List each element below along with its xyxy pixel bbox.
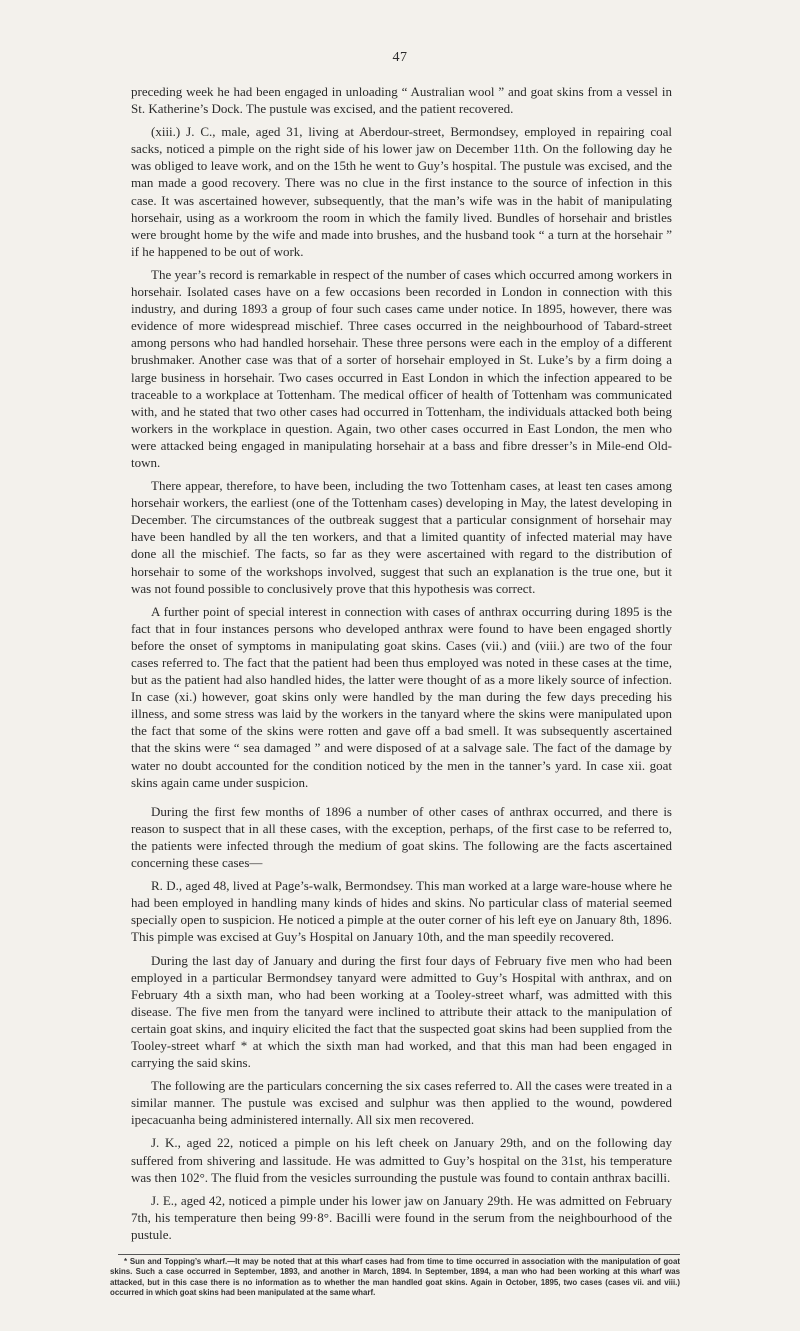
paragraph-treatment: The following are the particulars concerning the six cases referred to. All the cases were treated in a similar manner. The pustule was excised and sulphur was then applied to the wound, powdered ipecacuanha being administered internally. All six men recovered. <box>131 1078 672 1128</box>
paragraph-tanyard-cases: During the last day of January and during the first four days of February five men who had been employed in a particular Bermondsey tanyard were admitted to Guy’s Hospital with anthrax, and on February 4th a sixth man, who had been working at a Tooley-street wharf, was admitted with this disease. The five men from the tanyard were inclined to attribute their attack to the manipulation of certain goat skins, and inquiry elicited the fact that the suspected goat skins had been supplied from the Tooley-street wharf * at which the sixth man had worked, and that this man had been engaged in carrying the said skins. <box>131 952 672 1071</box>
paragraph-1896-cases: During the first few months of 1896 a number of other cases of anthrax occurred, and there is reason to suspect that in all these cases, with the exception, perhaps, of the first case to be referred to, the patients were infected through the medium of goat skins. The following are the facts ascertained concerning these cases— <box>131 803 672 871</box>
footnote-divider <box>118 1254 680 1255</box>
paragraph-case-continuation: preceding week he had been engaged in unloading “ Australian wool ” and goat skins from a vessel in St. Katherine’s Dock. The pustule was excised, and the patient recovered. <box>131 84 672 117</box>
paragraph-case-rd: R. D., aged 48, lived at Page’s-walk, Bermondsey. This man worked at a large ware-house where he had been employed in handling many kinds of hides and skins. No particular class of material seemed specially open to suspicion. He noticed a pimple at the outer corner of his left eye on January 8th, 1896. This pimple was excised at Guy’s Hospital on January 10th, and the man speedily recovered. <box>131 878 672 945</box>
report-body <box>131 83 672 1249</box>
paragraph-horsehair-record: The year’s record is remarkable in respect of the number of cases which occurred among workers in horsehair. Isolated cases have on a few occasions been recorded in London in connection with this industry, and during 1893 a group of four such cases came under notice. In 1895, however, there was evidence of more widespread mischief. Three cases occurred in the neighbourhood of Tabard-street among persons who had handled horsehair. These three persons were each in the employ of a different brushmaker. Another case was that of a sorter of horsehair employed in St. Luke’s by a firm doing a large business in horsehair. Two cases occurred in East London in which the infection appeared to be traceable to a workplace at Tottenham. The medical officer of health of Tottenham was communicated with, and he stated that two other cases had occurred in Tottenham, the individuals attacked both being workers in the workplace in question. Again, two other cases occurred in East London, the men who were attacked being engaged in manipulating horsehair at a bass and fibre dresser’s in Mile-end Old-town. <box>131 266 672 470</box>
paragraph-horsehair-conclusion: There appear, therefore, to have been, including the two Tottenham cases, at least ten cases among horsehair workers, the earliest (one of the Tottenham cases) developing in May, the latest developing in December. The circumstances of the outbreak suggest that a particular consignment of horsehair may have been handled by all the ten workers, and that a limited quantity of infected material may have done all the mischief. The facts, so far as they were ascertained with regard to the distribution of horsehair to some of the workshops involved, suggest that such an explanation is the true one, but it was not found possible to conclusively prove that this hypothesis was correct. <box>131 478 672 596</box>
paragraph-case-xiii: (xiii.) J. C., male, aged 31, living at Aberdour-street, Bermondsey, employed in repairing coal sacks, noticed a pimple on the right side of his lower jaw on December 11th. On the following day he was obliged to leave work, and on the 15th he went to Guy’s hospital. The pustule was excised, and the man made a good recovery. There was no clue in the first instance to the source of infection in this case. It was ascertained however, subsequently, that the man’s wife was in the habit of manipulating horsehair, using as a workroom the room in which the family lived. Bundles of horsehair and bristles were brought home by the wife and made into brushes, and the husband took “ a turn at the horsehair ” if he happened to be out of work. <box>131 124 672 259</box>
paragraph-case-je: J. E., aged 42, noticed a pimple under his lower jaw on January 29th. He was admitted on February 7th, his temperature then being 99·8°. Bacilli were found in the serum from the neighbourhood of the pustule. <box>131 1192 672 1242</box>
footnote: * Sun and Topping’s wharf.—It may be noted that at this wharf cases had from time to time occurred in association with the manipulation of goat skins. Such a case occurred in September, 1893, and another in March, 1894. In September, 1894, a man who had been working at this wharf was attacked, but in this case there is no information as to whether the man handled goat skins. Again in October, 1895, two cases (cases vii. and viii.) occurred in which goat skins had been manipulated at the same wharf. <box>110 1257 680 1298</box>
page-number: 47 <box>392 50 408 65</box>
paragraph-case-jk: J. K., aged 22, noticed a pimple on his left cheek on January 29th, and on the following day suffered from shivering and lassitude. He was admitted to Guy’s hospital on the 31st, his temperature was then 102°. The fluid from the vesicles surrounding the pustule was found to contain anthrax bacilli. <box>131 1135 672 1185</box>
paragraph-goat-skins: A further point of special interest in connection with cases of anthrax occurring during 1895 is the fact that in four instances persons who developed anthrax were found to have been engaged shortly before the onset of symptoms in manipulating goat skins. Cases (vii.) and (viii.) are two of the four cases referred to. The fact that the patient had been thus employed was noted in these cases at the time, but as the patient had also handled hides, the latter were thought of as a more likely source of infection. In case (xi.) however, goat skins only were handled by the man during the few days preceding his illness, and some stress was laid by the workers in the tanyard where the skins were manipulated upon the fact that some of the skins were rotten and gave off a bad smell. It was subsequently ascertained that the skins were “ sea damaged ” and were disposed of at a salvage sale. The fact of the damage by water no doubt accounted for the condition noticed by the men in the tanner’s yard. In case xii. goat skins again came under suspicion. <box>131 603 672 790</box>
